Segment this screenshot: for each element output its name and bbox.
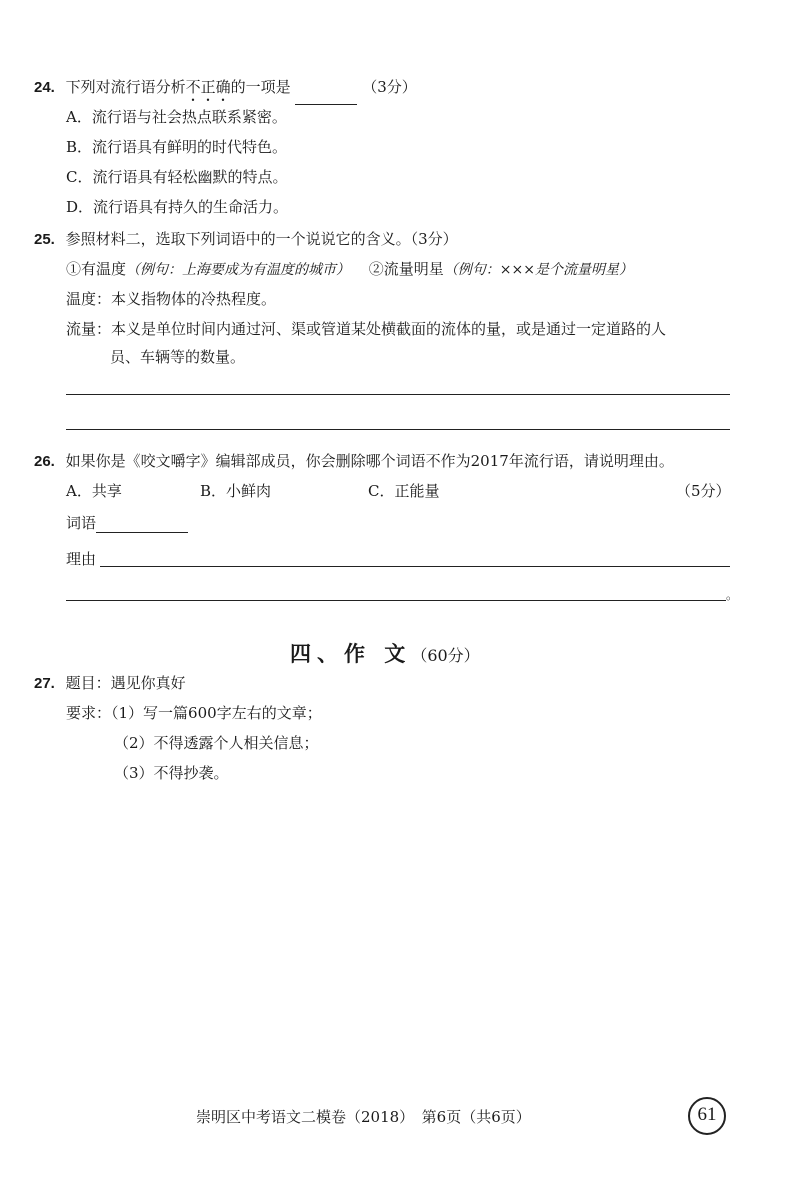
q26-word-row <box>66 512 188 533</box>
q26-reason-line-2[interactable] <box>66 600 726 601</box>
q26-number: 26. <box>34 453 55 470</box>
q25-item2-label: ②流量明星 <box>368 260 444 278</box>
section-title <box>290 638 480 668</box>
q24-stem-emphasis: 不正确 <box>185 78 231 96</box>
q24-number: 24. <box>34 79 55 96</box>
q25-stem <box>34 228 458 249</box>
q25-definition-flow-line2: 员、车辆等的数量。 <box>110 348 246 366</box>
q25-item2-example: （例句：×××是个流量明星） <box>443 262 634 278</box>
page-number-circle: 61 <box>688 1097 726 1135</box>
q24-option-d: D．流行语具有持久的生命活力。 <box>66 198 289 216</box>
q27-topic <box>34 672 186 693</box>
q25-answer-line-1[interactable] <box>66 394 730 395</box>
q26-reason-line-1[interactable] <box>100 566 730 567</box>
q24-points: （3分） <box>362 78 417 96</box>
q27-topic-text: 题目：遇见你真好 <box>65 674 186 692</box>
q26-reason-label: 理由 <box>66 550 97 568</box>
q25-definition-temperature: 温度：本义指物体的冷热程度。 <box>66 290 277 308</box>
q26-word-blank[interactable] <box>96 532 188 533</box>
q27-number: 27. <box>34 675 55 692</box>
q25-items <box>66 258 633 279</box>
q27-req-1: （1）写一篇600字左右的文章； <box>111 704 322 722</box>
q26-stem <box>34 450 674 471</box>
section-title-text: 四、作 文 <box>290 641 412 666</box>
q26-end-mark: 。 <box>726 588 739 602</box>
q25-answer-line-2[interactable] <box>66 429 730 430</box>
q27-req-2: （2）不得透露个人相关信息； <box>114 734 319 752</box>
footer-text: 崇明区中考语文二模卷（2018） 第6页（共6页） <box>196 1108 531 1126</box>
q26-option-c: C．正能量 <box>368 482 440 500</box>
q25-item1-label: ①有温度 <box>66 260 127 278</box>
q24-option-b: B．流行语具有鲜明的时代特色。 <box>66 138 288 156</box>
q27-req-3: （3）不得抄袭。 <box>114 764 229 782</box>
q26-stem-text: 如果你是《咬文嚼字》编辑部成员，你会删除哪个词语不作为2017年流行语，请说明理由。 <box>65 452 674 470</box>
q24-option-a: A．流行语与社会热点联系紧密。 <box>66 108 287 126</box>
q26-points: （5分） <box>676 482 731 500</box>
q24-stem-b: 的一项是 <box>230 78 291 96</box>
q24-stem-a: 下列对流行语分析 <box>65 78 186 96</box>
section-points: （60分） <box>411 646 480 665</box>
q26-option-a: A．共享 <box>66 482 122 500</box>
q27-requirements <box>66 702 322 723</box>
q25-stem-text: 参照材料二，选取下列词语中的一个说说它的含义。（3分） <box>65 230 458 248</box>
q24-answer-blank[interactable] <box>295 104 357 105</box>
q25-item1-example: （例句：上海要成为有温度的城市） <box>126 262 351 278</box>
q25-number: 25. <box>34 231 55 248</box>
q26-option-b: B．小鲜肉 <box>200 482 272 500</box>
q26-word-label: 词语 <box>66 514 97 532</box>
q25-definition-flow-line1: 流量：本义是单位时间内通过河、渠或管道某处横截面的流体的量，或是通过一定道路的人 <box>66 320 667 338</box>
q24-stem <box>34 76 417 105</box>
q27-req-label: 要求： <box>66 704 112 722</box>
q24-option-c: C．流行语具有轻松幽默的特点。 <box>66 168 288 186</box>
